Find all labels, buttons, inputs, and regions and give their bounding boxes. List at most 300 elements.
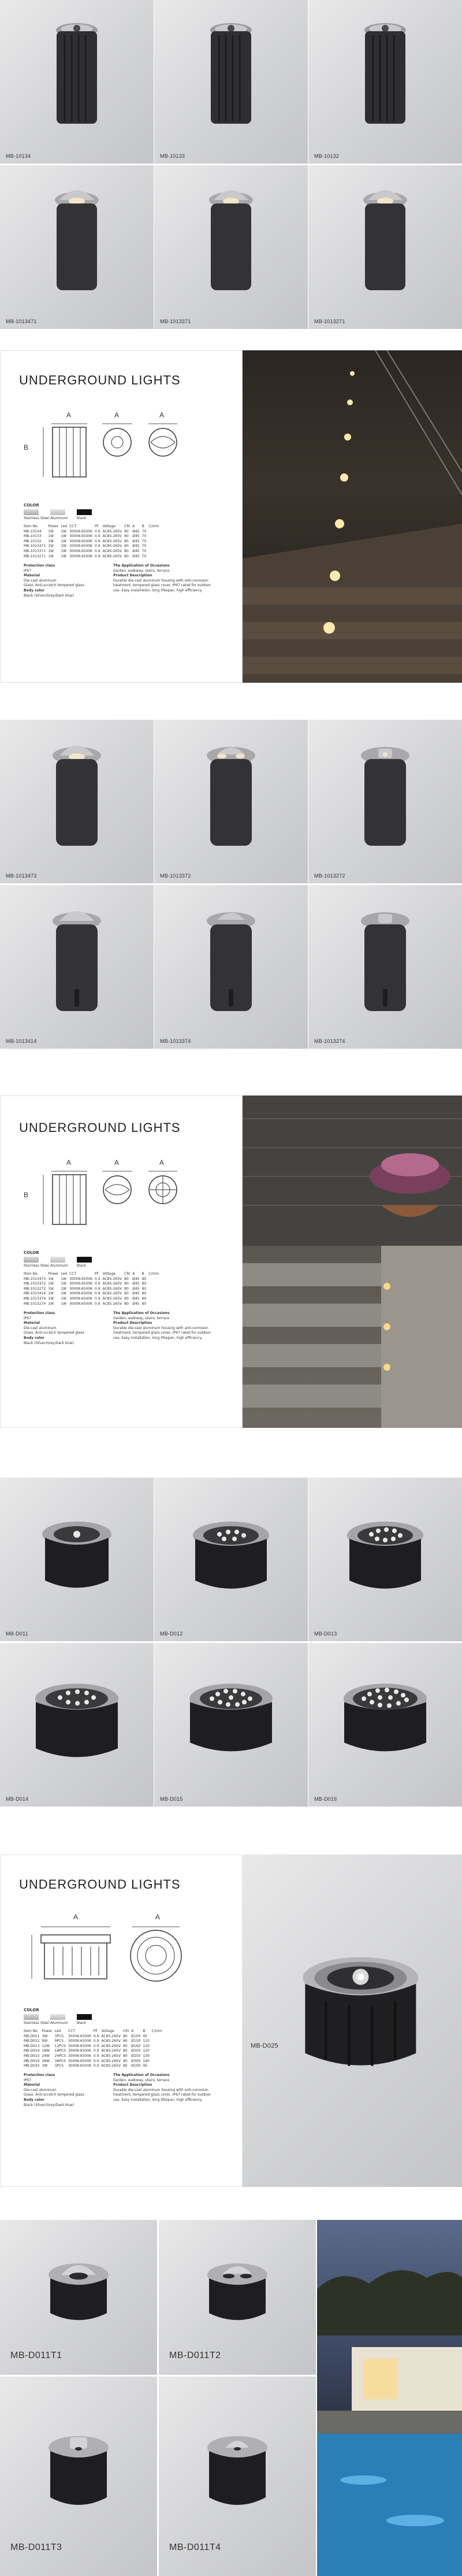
spec-notes-left xyxy=(24,2073,110,2108)
night-stairs-scene xyxy=(243,350,462,683)
cell: MB-1013271 xyxy=(24,554,46,558)
round-inground-graphic xyxy=(33,1511,120,1598)
cell: 80 xyxy=(124,1286,129,1291)
header-cell: CRI xyxy=(122,2029,129,2033)
cell: Ø300 xyxy=(131,2059,141,2063)
cell: AC85-265V xyxy=(102,549,122,553)
cell: 0.9 xyxy=(95,1276,100,1281)
swatch-aluminum xyxy=(50,2014,65,2020)
eyelid-light-graphic xyxy=(353,183,417,298)
cell: Ø100 xyxy=(131,2034,141,2038)
tile-caption: MB-10132 xyxy=(314,153,340,159)
product-tile[interactable] xyxy=(154,165,308,329)
cell: 36PCS xyxy=(54,2059,66,2063)
spec-notes-right xyxy=(113,2073,214,2103)
cell: 3PCS xyxy=(54,2034,64,2038)
note-text: Garden, walkway, stairs, terrace xyxy=(113,568,170,573)
cell: 80 xyxy=(122,2064,128,2068)
cell: 3000K-6500K xyxy=(69,554,93,558)
note-text: Durable die-cast aluminum housing with anti-corrosion treatment, tempered glass cover, IP67 rated for outdoor use. Easy installation, long lifespan, high efficiency. xyxy=(113,578,211,593)
cell: 80 xyxy=(124,1282,129,1286)
product-tile[interactable] xyxy=(0,720,154,883)
cell xyxy=(148,1277,161,1282)
cell: 1W xyxy=(61,1291,67,1296)
four-way-light-graphic xyxy=(351,737,420,853)
cell xyxy=(148,539,161,545)
dimension-label-a: A xyxy=(66,411,72,419)
product-tile[interactable] xyxy=(0,1478,154,1641)
cell xyxy=(148,534,161,539)
dimension-label-a: A xyxy=(114,1159,120,1167)
cell: MB-D014 xyxy=(24,2049,40,2053)
header-cell: Item No. xyxy=(24,524,39,528)
swatch-black xyxy=(77,509,92,515)
cell: MB-1013372 xyxy=(24,1282,46,1286)
cell: 70 xyxy=(141,549,147,553)
cell xyxy=(148,544,161,549)
cell: Ø250 xyxy=(131,2053,141,2058)
garden-steps-photo xyxy=(243,1095,462,1428)
cell: 80 xyxy=(141,1291,147,1296)
tile-caption: MB-D016 xyxy=(314,1796,337,1802)
cell: AC85-265V xyxy=(102,554,122,558)
product-tile[interactable] xyxy=(308,1643,462,1807)
cell: 1W xyxy=(48,544,54,549)
cell: 0.9 xyxy=(93,2039,99,2044)
swatch-aluminum xyxy=(50,1257,65,1263)
cell: 80 xyxy=(141,1276,147,1281)
cell: 3000K-6500K xyxy=(69,1296,93,1301)
cell: MB-D015 xyxy=(24,2053,40,2058)
section1-grid xyxy=(0,0,462,330)
spec-table xyxy=(24,2029,165,2069)
cell: 1W xyxy=(48,534,54,539)
product-tile[interactable] xyxy=(0,0,154,164)
product-tile[interactable] xyxy=(308,165,462,329)
cell: 0.9 xyxy=(93,2053,99,2058)
dimension-drawing xyxy=(24,1923,220,1993)
swatch-aluminum xyxy=(50,509,65,515)
cell: 3000K-6500K xyxy=(69,1282,93,1286)
cell: 0.9 xyxy=(93,2034,99,2038)
spike-light-graphic xyxy=(199,17,263,133)
product-tile[interactable] xyxy=(308,0,462,164)
cell: Ø45 xyxy=(132,549,140,553)
swatch-name: Aluminum xyxy=(50,1264,68,1268)
note-text: Black (Silver/Grey/Dark blue) xyxy=(24,593,74,598)
cell: AC85-265V xyxy=(101,2044,121,2048)
cell xyxy=(148,549,161,554)
cell xyxy=(152,2064,165,2069)
cell: 0.9 xyxy=(95,1296,100,1301)
table-row xyxy=(24,2039,165,2044)
cell: 3W xyxy=(42,2064,48,2068)
cell: 1W xyxy=(61,1276,67,1281)
cell: 24W xyxy=(42,2053,50,2058)
cell: 0.9 xyxy=(95,544,100,549)
cell xyxy=(152,2049,165,2054)
cell: 3000K-6500K xyxy=(68,2034,91,2038)
dimension-label-a: A xyxy=(159,411,165,419)
product-tile[interactable] xyxy=(154,1643,308,1807)
swatch-stainless xyxy=(24,1257,39,1263)
section4-grid xyxy=(0,2220,462,2576)
note-text: IP67 xyxy=(24,2078,32,2082)
product-tile[interactable] xyxy=(308,720,462,883)
cell: 1W xyxy=(61,549,67,553)
table-row xyxy=(24,534,161,539)
note-heading: Protection class xyxy=(24,1311,55,1315)
product-tile[interactable] xyxy=(308,885,462,1049)
round-directional-graphic xyxy=(200,2255,275,2330)
cell: MB-D012 xyxy=(24,2039,40,2044)
product-tile[interactable] xyxy=(159,2220,316,2375)
cell: MB-10132 xyxy=(24,539,42,543)
header-cell: CRI xyxy=(124,524,131,528)
cell: 3000K-6500K xyxy=(69,1286,93,1291)
cell: Ø45 xyxy=(132,1301,140,1306)
cell: 80 xyxy=(141,1282,147,1286)
cell: 0.9 xyxy=(93,2059,99,2063)
cell: 3000K-6500K xyxy=(68,2059,91,2063)
header-cell: Voltage xyxy=(102,524,116,528)
round-inground-graphic xyxy=(28,1673,126,1766)
tile-caption: MB-D015 xyxy=(160,1796,183,1802)
cell: Ø45 xyxy=(132,529,140,534)
cell: Ø45 xyxy=(132,554,140,558)
swatch-stainless xyxy=(24,2014,39,2020)
cell: Ø45 xyxy=(132,534,140,539)
cell: 1W xyxy=(48,1276,54,1281)
cell: 1W xyxy=(48,1291,54,1296)
eyelid-light-graphic xyxy=(42,737,111,853)
note-heading: Body color xyxy=(24,1335,44,1340)
round-inground-graphic xyxy=(336,1673,434,1766)
cell xyxy=(152,2059,165,2064)
swatch-name: Stainless Steel xyxy=(24,516,50,520)
note-text: Glass: Anti-scratch tempered glass xyxy=(24,1331,84,1335)
cell xyxy=(152,2034,165,2040)
spec-panel-1 xyxy=(0,350,243,683)
tile-caption: MB-D014 xyxy=(6,1796,29,1802)
cell xyxy=(148,1282,161,1287)
cell: 70 xyxy=(141,539,147,543)
cell: 12PCS xyxy=(54,2044,66,2048)
panel-title: UNDERGROUND LIGHTS xyxy=(19,1120,181,1135)
note-text: IP67 xyxy=(24,568,32,573)
cell: 1W xyxy=(61,554,67,558)
cell: AC85-265V xyxy=(102,529,122,534)
header-cell: B xyxy=(143,2029,146,2033)
cell xyxy=(148,1297,161,1302)
feature-product-tile[interactable] xyxy=(243,1855,462,2187)
cell: 80 xyxy=(124,1301,129,1306)
product-tile[interactable] xyxy=(0,2220,157,2375)
note-text: Glass: Anti-scratch tempered glass xyxy=(24,583,84,588)
dimension-label-b: B xyxy=(24,443,29,451)
cell: 80 xyxy=(122,2059,128,2063)
header-cell: CCT xyxy=(69,1272,77,1276)
cell: 3000K-6500K xyxy=(68,2064,91,2068)
cell: 80 xyxy=(122,2044,128,2048)
round-directional-graphic xyxy=(41,2255,116,2330)
cell: 3PCS xyxy=(54,2064,64,2068)
cell: Ø45 xyxy=(132,1286,140,1291)
cell: 0.9 xyxy=(93,2044,99,2048)
note-heading: Material xyxy=(24,2083,40,2088)
cell: AC85-265V xyxy=(101,2064,121,2068)
cell: Ø160 xyxy=(131,2044,141,2048)
note-heading: Product Description xyxy=(113,2083,152,2088)
tile-caption: MB-1013371 xyxy=(160,319,191,324)
cell: MB-D011 xyxy=(24,2034,40,2038)
eyelid-light-graphic xyxy=(42,902,111,1018)
eyelid-light-graphic xyxy=(45,183,109,298)
cell: 3000K-6500K xyxy=(69,1276,93,1281)
cell: MB-10134 xyxy=(24,529,42,534)
note-text: Garden, walkway, stairs, terrace xyxy=(113,2078,170,2082)
cell xyxy=(148,554,161,560)
swatch-name: Aluminum xyxy=(50,2021,68,2025)
cell: 18W xyxy=(42,2049,50,2053)
section2-grid xyxy=(0,720,462,1049)
spec-table xyxy=(24,1272,161,1306)
cell: AC85-265V xyxy=(102,534,122,539)
tile-caption: MB-D012 xyxy=(160,1631,183,1637)
color-label: COLOR xyxy=(24,503,39,508)
cell: 80 xyxy=(124,1296,129,1301)
cell: 1W xyxy=(48,549,54,553)
table-row xyxy=(24,1287,161,1292)
note-text: Die-cast aluminum xyxy=(24,2088,57,2092)
cell: AC85-265V xyxy=(101,2049,121,2053)
product-tile[interactable] xyxy=(0,885,154,1049)
header-cell: PF xyxy=(95,524,99,528)
header-cell: C/mm xyxy=(151,2029,162,2033)
cell: 80 xyxy=(124,539,129,543)
header-cell: Led xyxy=(61,524,68,528)
product-tile[interactable] xyxy=(154,885,308,1049)
swatch-name: Black xyxy=(77,1264,87,1268)
cell: 3000K-6500K xyxy=(69,1301,93,1306)
table-row xyxy=(24,1282,161,1287)
note-text: IP67 xyxy=(24,1316,32,1320)
header-cell: Item No. xyxy=(24,2029,39,2033)
cell: 1W xyxy=(61,1286,67,1291)
spec-notes-right xyxy=(113,564,214,594)
cell: AC85-265V xyxy=(101,2053,121,2058)
note-heading: The Application of Occasions xyxy=(113,2073,170,2077)
cell: MB-1013414 xyxy=(24,1291,46,1296)
note-text: Durable die-cast aluminum housing with anti-corrosion treatment, tempered glass cover, IP67 rated for outdoor use. Easy installation, long lifespan, high efficiency. xyxy=(113,1326,211,1340)
product-tile[interactable] xyxy=(0,165,154,329)
color-label: COLOR xyxy=(24,2008,39,2012)
cell: AC85-265V xyxy=(102,544,122,549)
cell: AC85-265V xyxy=(101,2059,121,2063)
cell: 1W xyxy=(48,554,54,558)
spike-light-graphic xyxy=(45,17,109,133)
dimension-label-a: A xyxy=(73,1913,79,1921)
cell: 24PCS xyxy=(54,2053,66,2058)
swatch-black xyxy=(77,1257,92,1263)
eyelid-light-graphic xyxy=(199,183,263,298)
cell: 3W xyxy=(42,2034,48,2038)
cell: 70 xyxy=(141,534,147,539)
cell: 70 xyxy=(141,554,147,558)
cell: 80 xyxy=(124,534,129,539)
swatch-black xyxy=(77,2014,92,2020)
cell: AC85-265V xyxy=(102,1301,122,1306)
cell: 80 xyxy=(124,544,129,549)
cell: AC85-265V xyxy=(102,1286,122,1291)
pool-night-scene xyxy=(317,2220,462,2576)
cell: 3000K-6500K xyxy=(68,2049,91,2053)
product-tile[interactable] xyxy=(154,0,308,164)
product-tile[interactable] xyxy=(308,1478,462,1641)
header-cell: Power xyxy=(48,1272,59,1276)
cell: AC85-265V xyxy=(102,1291,122,1296)
note-heading: Material xyxy=(24,1321,40,1326)
cell: Ø150 xyxy=(131,2039,141,2044)
cell: 0.9 xyxy=(95,554,100,558)
cell xyxy=(152,2039,165,2044)
tile-caption: MB-1013374 xyxy=(160,1038,191,1044)
cell: 1W xyxy=(61,539,67,543)
cell: 1W xyxy=(61,1301,67,1306)
cell: 1W xyxy=(48,1282,54,1286)
section3-grid xyxy=(0,1478,462,1807)
dimension-label-a: A xyxy=(159,1159,165,1167)
dimension-label-a: A xyxy=(114,411,120,419)
cell: 9W xyxy=(42,2039,48,2044)
table-row xyxy=(24,2054,165,2059)
spec-table-header xyxy=(24,1272,161,1277)
note-heading: Protection class xyxy=(24,564,55,568)
swatch-name: Black xyxy=(77,516,87,520)
cell: 80 xyxy=(124,529,129,534)
product-tile[interactable] xyxy=(0,1643,154,1807)
note-heading: Product Description xyxy=(113,1321,152,1326)
product-tile[interactable] xyxy=(154,1478,308,1641)
cell: 9PCS xyxy=(54,2039,64,2044)
header-cell: CCT xyxy=(68,2029,75,2033)
cell: 70 xyxy=(141,544,147,549)
tile-caption: MB-D011T3 xyxy=(10,2542,62,2552)
spec-table-header xyxy=(24,524,161,530)
swatch-name: Stainless Steel xyxy=(24,1264,50,1268)
table-row xyxy=(24,554,161,560)
cell: MB-1013274 xyxy=(24,1301,46,1306)
swatch-name: Black xyxy=(77,2021,87,2025)
cell: 80 xyxy=(124,1276,129,1281)
header-cell: Power xyxy=(48,524,59,528)
cell: 0.9 xyxy=(95,1282,100,1286)
cell: 130 xyxy=(143,2053,150,2058)
dimension-label-a: A xyxy=(155,1913,161,1921)
garden-steps-scene xyxy=(243,1095,462,1428)
tile-caption: MB-D025 xyxy=(251,2042,278,2049)
product-tile[interactable] xyxy=(154,720,308,883)
tile-caption: MB-D011T2 xyxy=(169,2351,221,2360)
dimension-drawing xyxy=(35,419,220,483)
cell: AC85-265V xyxy=(101,2039,121,2044)
tile-caption: MB-D013 xyxy=(314,1631,337,1637)
product-tile[interactable] xyxy=(0,2377,157,2576)
tile-caption: MB-1013372 xyxy=(160,873,191,879)
cell xyxy=(152,2054,165,2059)
note-text: Die-cast aluminum xyxy=(24,578,57,583)
cell: 0.9 xyxy=(95,534,100,539)
two-way-light-graphic xyxy=(196,902,266,1018)
cell: Ø45 xyxy=(132,539,140,543)
table-row xyxy=(24,1297,161,1302)
stairs-lights-photo xyxy=(243,350,462,683)
cell xyxy=(148,1291,161,1297)
color-label: COLOR xyxy=(24,1250,39,1255)
header-cell: Voltage xyxy=(102,1272,116,1276)
table-row xyxy=(24,2044,165,2049)
tile-caption: MB-10133 xyxy=(160,153,185,159)
cell: 0.9 xyxy=(95,529,100,534)
two-way-light-graphic xyxy=(196,737,266,853)
tile-caption: MB-D011T4 xyxy=(169,2542,221,2552)
header-cell: PF xyxy=(95,1272,99,1276)
cell: MB-1013272 xyxy=(24,1286,46,1291)
cell: 3000K-6500K xyxy=(69,529,93,534)
tile-caption: MB-10134 xyxy=(6,153,31,159)
note-heading: Body color xyxy=(24,2097,44,2102)
round-inground-graphic xyxy=(339,1511,431,1598)
note-heading: The Application of Occasions xyxy=(113,564,170,568)
spec-panel-3 xyxy=(0,1855,243,2187)
cell: MB-D025 xyxy=(24,2064,40,2068)
cell: AC85-265V xyxy=(102,1296,122,1301)
cell: MB-10133 xyxy=(24,534,42,539)
note-text: Glass: Anti-scratch tempered glass xyxy=(24,2093,84,2097)
cell: 3000K-6500K xyxy=(69,549,93,553)
cell: 3000K-6500K xyxy=(69,534,93,539)
cell: Ø45 xyxy=(132,544,140,549)
note-heading: Product Description xyxy=(113,573,152,578)
panel-title: UNDERGROUND LIGHTS xyxy=(19,373,181,387)
panel-title: UNDERGROUND LIGHTS xyxy=(19,1877,181,1892)
cell: 80 xyxy=(122,2039,128,2044)
cell: 80 xyxy=(122,2034,128,2038)
note-heading: Material xyxy=(24,573,40,578)
cell: 80 xyxy=(141,1286,147,1291)
round-inground-graphic xyxy=(185,1511,277,1598)
cell: MB-1013371 xyxy=(24,549,46,553)
cell: 1W xyxy=(48,529,54,534)
table-row xyxy=(24,1302,161,1307)
cell: Ø45 xyxy=(132,1291,140,1296)
spike-light-graphic xyxy=(353,17,417,133)
cell: 80 xyxy=(122,2053,128,2058)
table-row xyxy=(24,2064,165,2069)
cell xyxy=(148,1302,161,1307)
cell: 0.9 xyxy=(95,539,100,543)
dimension-drawing xyxy=(35,1167,220,1230)
header-cell: A xyxy=(132,1272,135,1276)
cell: 3000K-6500K xyxy=(69,539,93,543)
table-row xyxy=(24,2034,165,2040)
cell xyxy=(148,530,161,535)
cell: 0.9 xyxy=(93,2049,99,2053)
note-text: Garden, walkway, stairs, terrace xyxy=(113,1316,170,1320)
cell: AC85-265V xyxy=(102,539,122,543)
cell: MB-D016 xyxy=(24,2059,40,2063)
product-tile[interactable] xyxy=(159,2377,316,2576)
